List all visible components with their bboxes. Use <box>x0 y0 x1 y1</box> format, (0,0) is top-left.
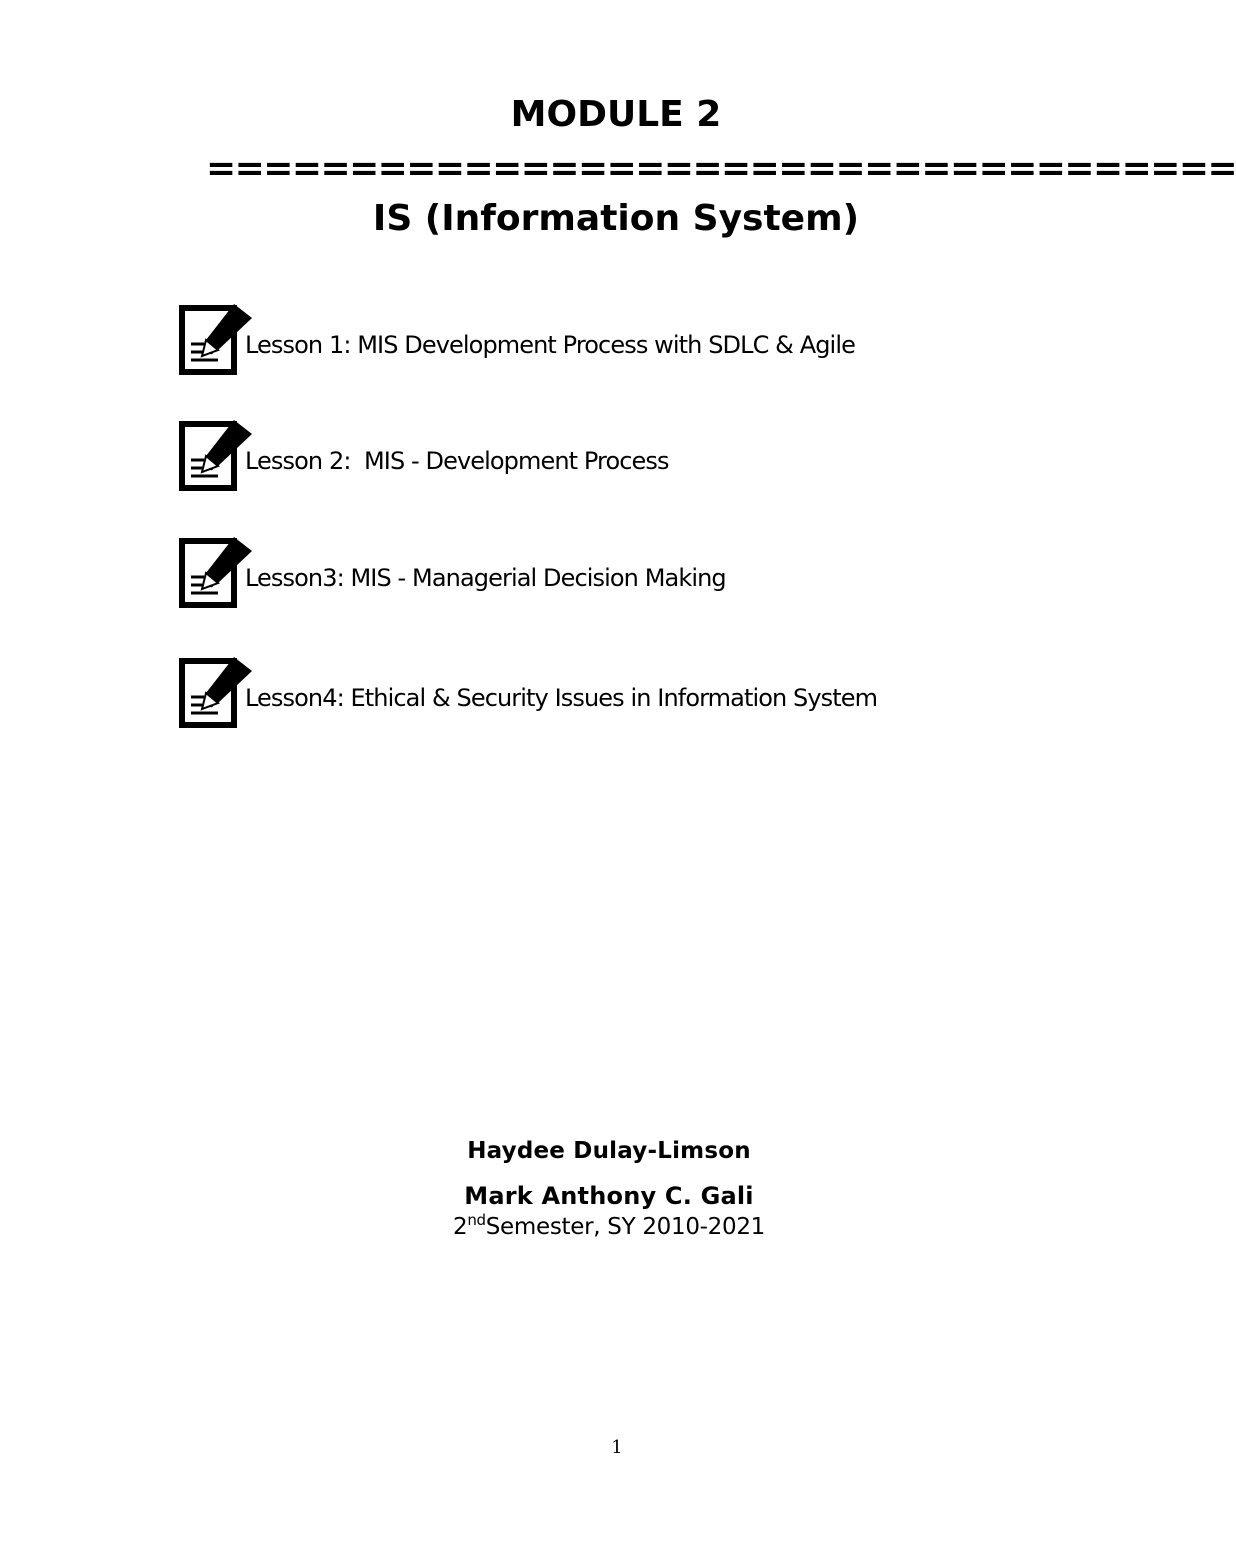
title-separator: ==================================== <box>206 148 1236 189</box>
document-pen-icon <box>178 537 254 609</box>
lesson-item-1 <box>178 304 1078 376</box>
document-pen-icon <box>178 420 254 492</box>
module-title: MODULE 2 <box>510 94 722 135</box>
document-pen-icon <box>178 304 254 376</box>
semester-text: Semester, SY 2010-2021 <box>485 1214 766 1240</box>
semester-number: 2 <box>452 1214 468 1240</box>
lesson-item-3 <box>178 537 1078 609</box>
lesson-4-label: Lesson4: Ethical & Security Issues in Information System <box>245 684 878 712</box>
document-pen-icon <box>178 657 254 729</box>
lesson-item-2 <box>178 420 1078 492</box>
lesson-item-4 <box>178 657 1078 729</box>
lesson-2-label: Lesson 2: MIS - Development Process <box>245 447 669 475</box>
page-number: 1 <box>611 1437 623 1458</box>
semester-line <box>0 1212 1218 1242</box>
author-name-2: Mark Anthony C. Gali <box>464 1182 754 1210</box>
module-subtitle: IS (Information System) <box>372 198 860 239</box>
author-name-1: Haydee Dulay-Limson <box>467 1138 751 1164</box>
semester-ordinal-suffix: nd <box>467 1211 486 1229</box>
lesson-1-label: Lesson 1: MIS Development Process with SDLC & Agile <box>245 331 855 359</box>
lesson-3-label: Lesson3: MIS - Managerial Decision Making <box>245 564 726 592</box>
